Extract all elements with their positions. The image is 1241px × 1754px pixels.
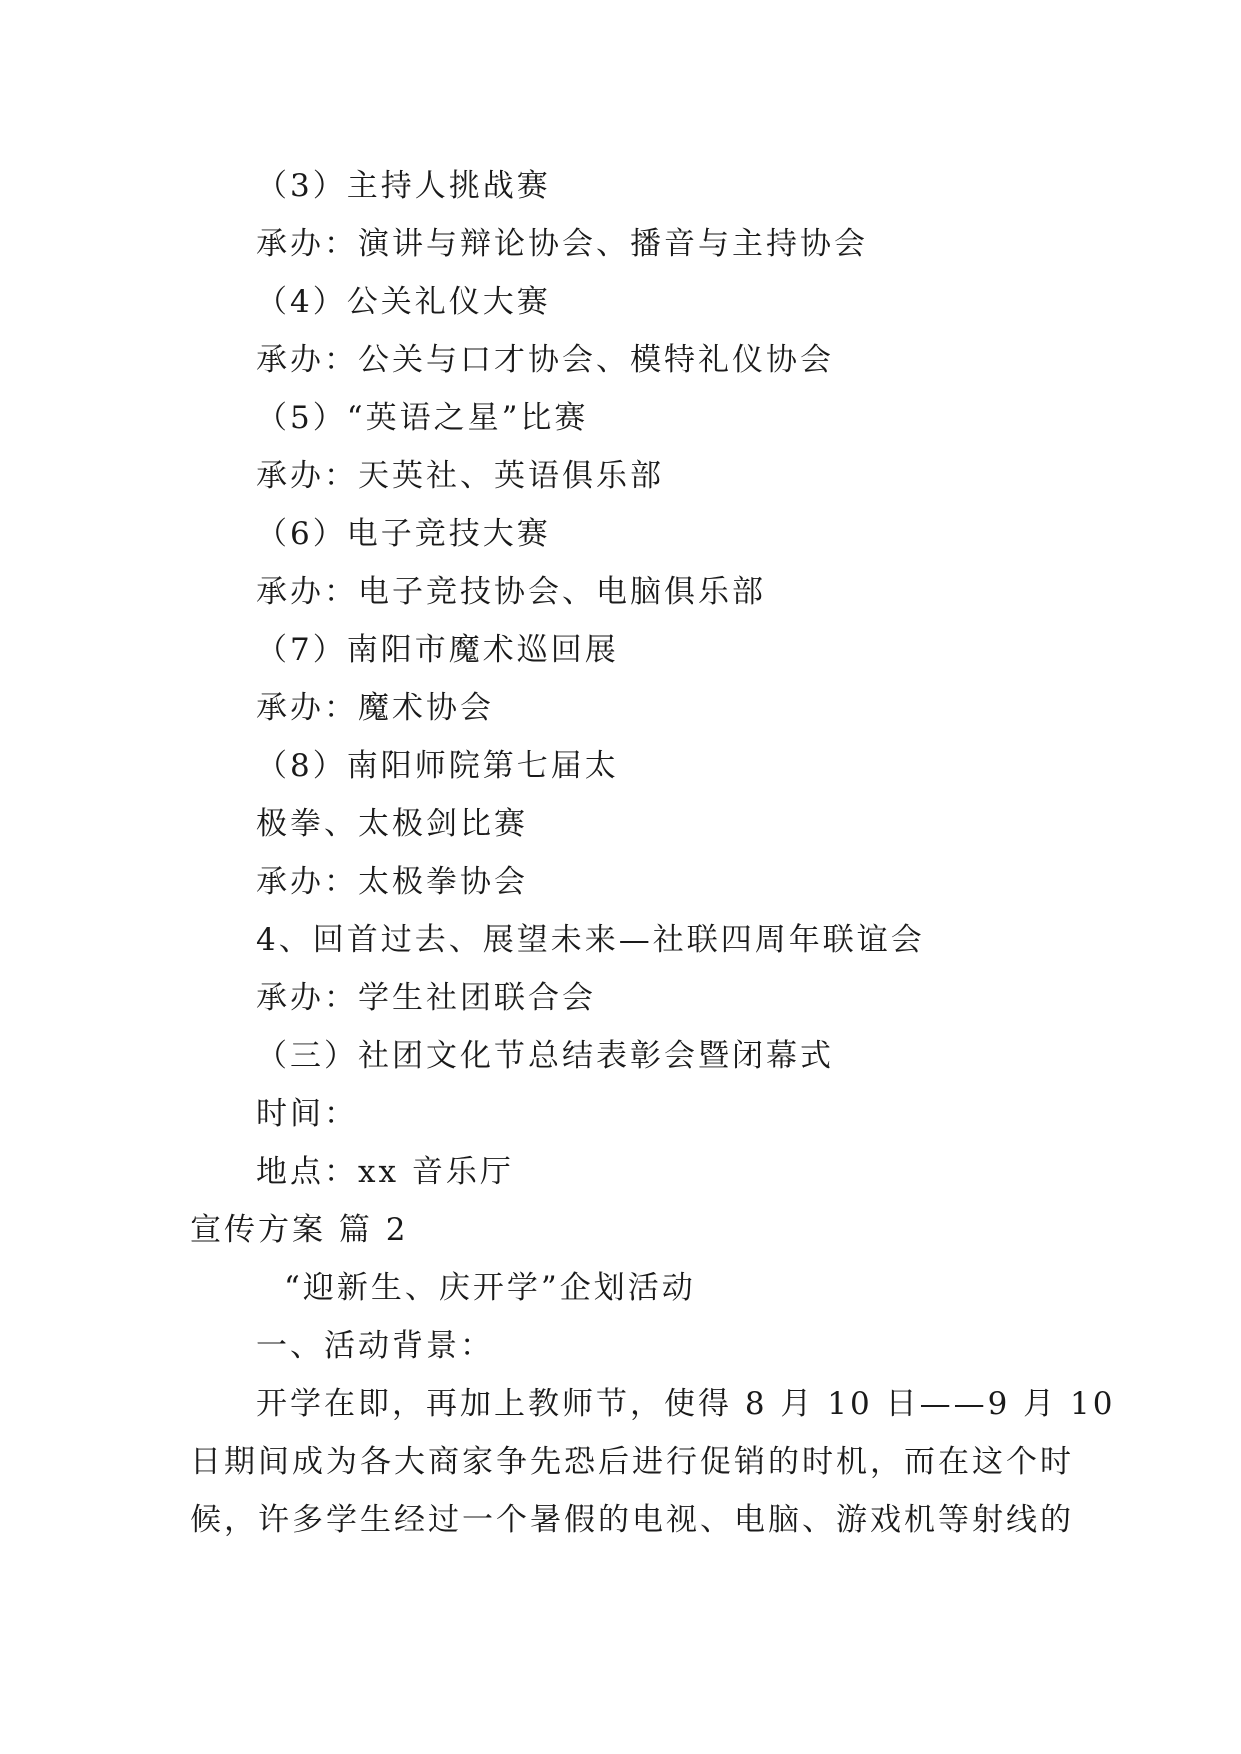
item-6-organizer: 承办：电子竞技协会、电脑俱乐部	[256, 574, 766, 610]
paragraph-line-2: 日期间成为各大商家争先恐后进行促销的时机，而在这个时	[190, 1444, 1074, 1480]
item-8-title: （8）南阳师院第七届太	[256, 748, 619, 784]
activity-title: “迎新生、庆开学”企划活动	[284, 1270, 696, 1306]
item-5-title: （5）“英语之星”比赛	[256, 400, 589, 436]
item-7-title: （7）南阳市魔术巡回展	[256, 632, 619, 668]
closing-ceremony-heading: （三）社团文化节总结表彰会暨闭幕式	[256, 1038, 834, 1074]
time-label: 时间：	[256, 1096, 358, 1132]
section-heading: 宣传方案 篇 2	[190, 1212, 409, 1248]
section-4-title: 4、回首过去、展望未来—社联四周年联谊会	[256, 922, 925, 958]
item-5-organizer: 承办：天英社、英语俱乐部	[256, 458, 664, 494]
paragraph-line-1: 开学在即，再加上教师节，使得 8 月 10 日——9 月 10	[256, 1386, 1116, 1422]
item-3-organizer: 承办：演讲与辩论协会、播音与主持协会	[256, 226, 868, 262]
item-3-title: （3）主持人挑战赛	[256, 168, 551, 204]
paragraph-line-3: 候，许多学生经过一个暑假的电视、电脑、游戏机等射线的	[190, 1502, 1074, 1538]
item-8-title-cont: 极拳、太极剑比赛	[256, 806, 528, 842]
section-4-organizer: 承办：学生社团联合会	[256, 980, 596, 1016]
item-7-organizer: 承办：魔术协会	[256, 690, 494, 726]
item-6-title: （6）电子竞技大赛	[256, 516, 551, 552]
item-8-organizer: 承办：太极拳协会	[256, 864, 528, 900]
item-4-organizer: 承办：公关与口才协会、模特礼仪协会	[256, 342, 834, 378]
background-heading: 一、活动背景：	[256, 1328, 494, 1364]
item-4-title: （4）公关礼仪大赛	[256, 284, 551, 320]
location-label: 地点：xx 音乐厅	[256, 1154, 514, 1190]
